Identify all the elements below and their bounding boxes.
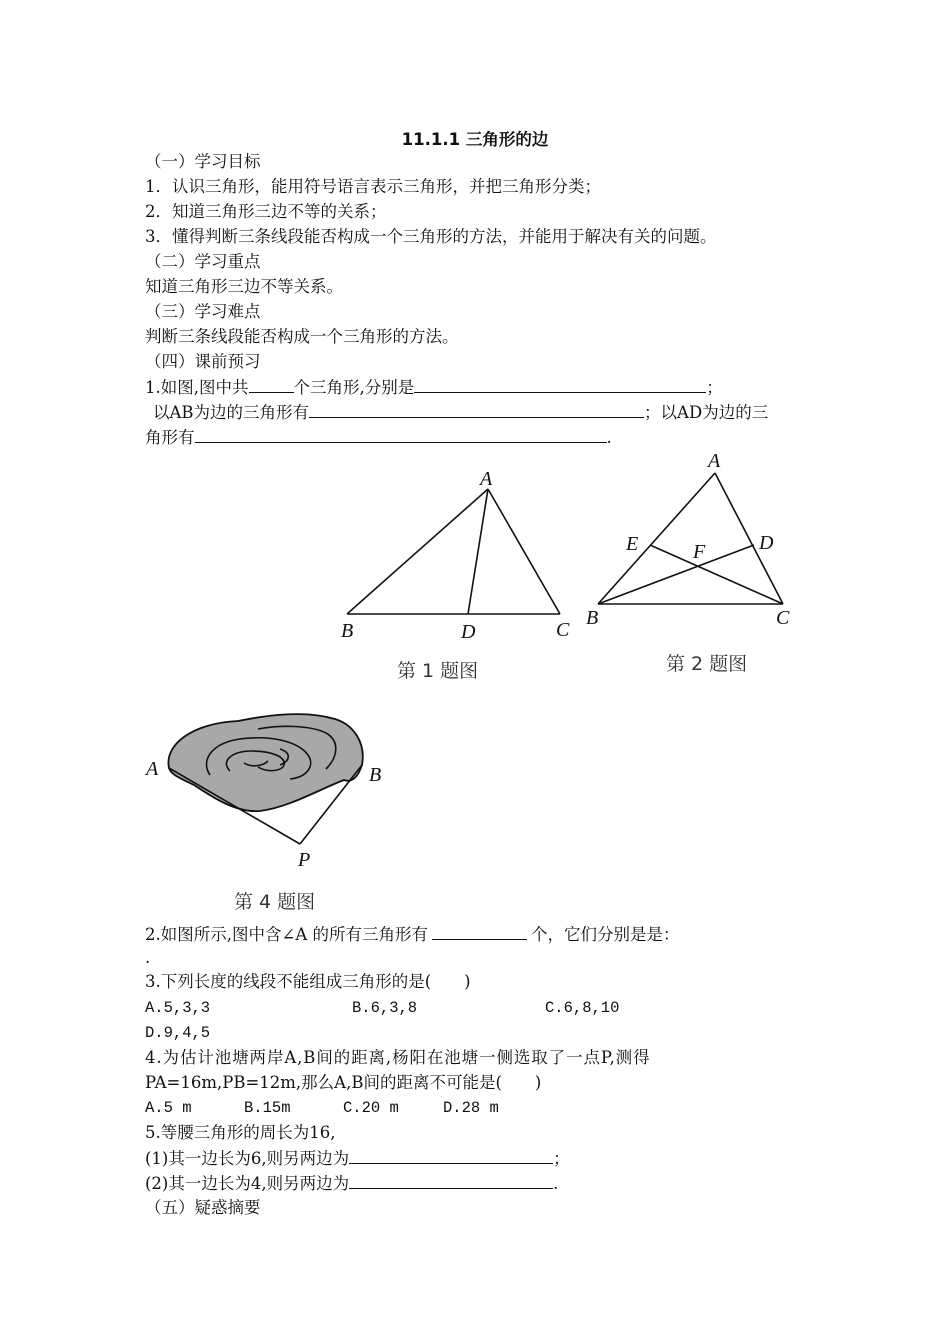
q5-text: . (553, 1174, 559, 1193)
answer-blank[interactable] (432, 922, 527, 940)
point-label-d: D (759, 532, 774, 554)
question-4-stem-line-2: PA=16m,PB=12m,那么A,B间的距离不可能是( ) (145, 1073, 542, 1092)
segment-ac (488, 489, 560, 614)
section-heading-goals: （一）学习目标 (145, 152, 261, 171)
q4-option-c[interactable]: C.20 m (343, 1099, 399, 1117)
point-label-a: A (146, 758, 159, 780)
section-heading-questions: （五）疑惑摘要 (145, 1198, 261, 1217)
q1-text: ； (706, 378, 723, 397)
q1-text: 以AB为边的三角形有 (153, 403, 310, 422)
question-1-line-2 (145, 400, 768, 425)
segment-bd (598, 545, 754, 604)
answer-blank[interactable] (195, 425, 607, 443)
point-label-f: F (693, 541, 706, 563)
answer-blank[interactable] (309, 400, 644, 418)
q2-trailing-period: . (145, 948, 151, 967)
point-label-c: C (556, 619, 570, 641)
question-5-stem: 5.等腰三角形的周长为16, (145, 1123, 336, 1142)
q1-text: 角形有 (145, 428, 195, 447)
answer-blank[interactable] (349, 1171, 553, 1189)
q1-text: 1.如图,图中共 (145, 378, 249, 397)
goal-item: 3．懂得判断三条线段能否构成一个三角形的方法，并能用于解决有关的问题。 (145, 227, 717, 246)
point-label-e: E (626, 533, 639, 555)
question-4-stem-line-1: 4.为估计池塘两岸A,B间的距离,杨阳在池塘一侧选取了一点P,测得 (145, 1048, 651, 1067)
point-label-d: D (461, 621, 476, 643)
q3-option-d[interactable]: D.9,4,5 (145, 1024, 211, 1042)
page-title: 11.1.1 三角形的边 (401, 130, 549, 149)
question-1-line-3 (145, 425, 612, 450)
question-5-part-1 (145, 1146, 570, 1171)
point-label-a: A (480, 468, 493, 490)
difficulty-text: 判断三条线段能否构成一个三角形的方法。 (145, 327, 459, 346)
q1-text: . (606, 428, 612, 447)
point-label-b: B (341, 620, 354, 642)
question-2 (145, 922, 679, 947)
q2-text: 2.如图所示,图中含∠A 的所有三角形有 (145, 925, 428, 944)
q1-text: 个三角形,分别是 (293, 378, 415, 397)
segment-ab (598, 473, 715, 604)
q4-option-d[interactable]: D.28 m (443, 1099, 499, 1117)
figure-2 (580, 448, 810, 680)
q1-text: ；以AD为边的三 (644, 403, 769, 422)
section-heading-difficulties: （三）学习难点 (145, 302, 261, 321)
q4-option-b[interactable]: B.15m (244, 1099, 291, 1117)
figure-1-caption: 第 1 题图 (397, 660, 479, 682)
answer-blank[interactable] (249, 375, 294, 393)
q5-text: (2)其一边长为4,则另两边为 (145, 1174, 350, 1193)
segment-ad (468, 489, 488, 614)
figure-4-caption: 第 4 题图 (234, 891, 316, 913)
point-label-a: A (708, 450, 721, 472)
point-label-p: P (298, 849, 311, 871)
q3-option-c[interactable]: C.6,8,10 (545, 999, 620, 1017)
point-label-c: C (776, 607, 790, 629)
q5-text: (1)其一边长为6,则另两边为 (145, 1149, 350, 1168)
q3-option-b[interactable]: B.6,3,8 (352, 999, 418, 1017)
question-3-stem: 3.下列长度的线段不能组成三角形的是( ) (145, 972, 471, 991)
answer-blank[interactable] (414, 375, 706, 393)
section-heading-key-points: （二）学习重点 (145, 252, 261, 271)
point-label-b: B (369, 764, 382, 786)
segment-ab (347, 489, 488, 614)
q5-text: ； (553, 1149, 570, 1168)
question-1-line-1 (145, 375, 723, 400)
figure-1 (335, 462, 585, 687)
q3-option-a[interactable]: A.5,3,3 (145, 999, 211, 1017)
section-heading-preview: （四）课前预习 (145, 352, 261, 371)
figure-4 (140, 705, 400, 917)
answer-blank[interactable] (349, 1146, 553, 1164)
figure-2-caption: 第 2 题图 (666, 653, 748, 675)
key-point-text: 知道三角形三边不等关系。 (145, 277, 343, 296)
goal-item: 1．认识三角形，能用符号语言表示三角形，并把三角形分类； (145, 177, 601, 196)
goal-item: 2．知道三角形三边不等的关系； (145, 202, 387, 221)
q2-text: 个，它们分别是是： (530, 925, 680, 944)
point-label-b: B (586, 607, 599, 629)
question-5-part-2 (145, 1171, 558, 1196)
q4-option-a[interactable]: A.5 m (145, 1099, 192, 1117)
